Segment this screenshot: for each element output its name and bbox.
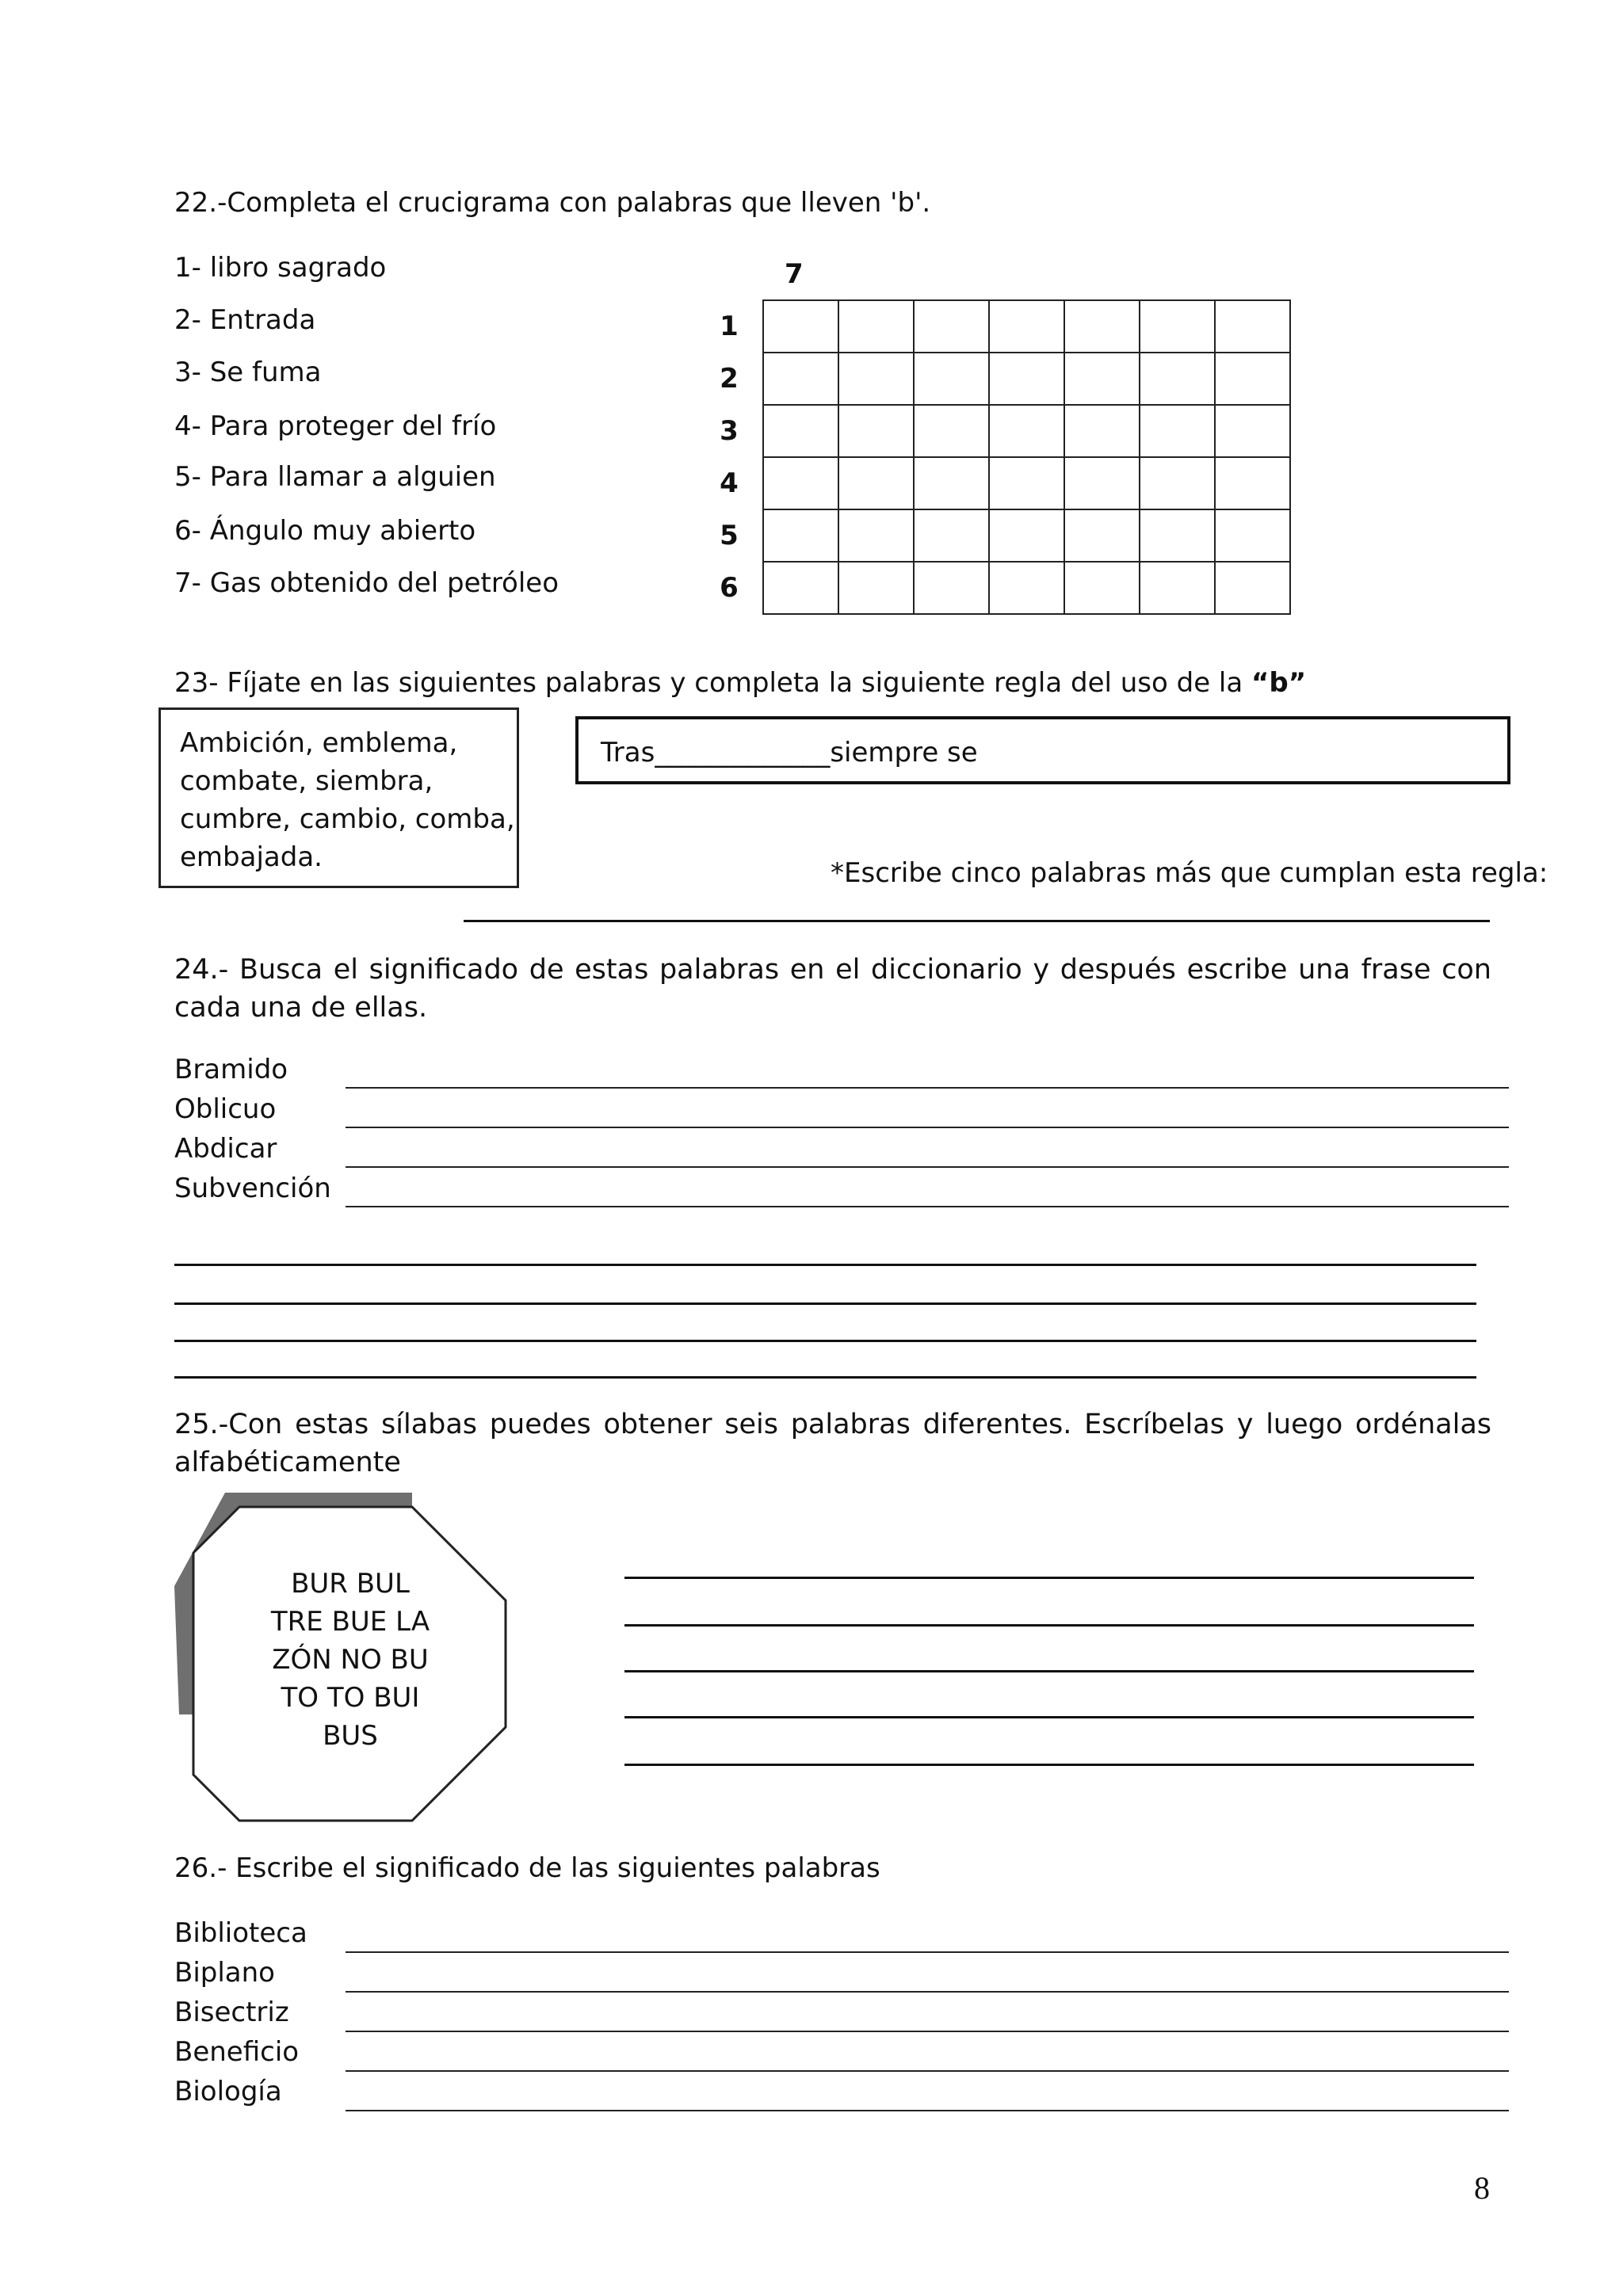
crossword-cell[interactable]: [839, 301, 915, 353]
example-words-box: [158, 707, 519, 888]
q23-title: [174, 667, 1306, 699]
crossword-row-number: 2: [720, 363, 739, 395]
crossword-cell[interactable]: [1140, 353, 1216, 406]
crossword-cell[interactable]: [764, 406, 839, 458]
syllable-line: TRE BUE LA: [270, 1606, 430, 1638]
crossword-cell[interactable]: [1140, 301, 1216, 353]
vocab-word: Oblicuo: [174, 1093, 277, 1125]
crossword-cell[interactable]: [1140, 563, 1216, 615]
crossword-cell[interactable]: [1216, 301, 1291, 353]
answer-line[interactable]: [346, 2031, 1509, 2032]
crossword-row-number: 4: [720, 467, 739, 499]
crossword-cell[interactable]: [1065, 406, 1140, 458]
clue-5: 5- Para llamar a alguien: [174, 461, 496, 493]
answer-line[interactable]: [346, 1991, 1509, 1993]
crossword-cell[interactable]: [990, 301, 1065, 353]
answer-line[interactable]: [624, 1764, 1474, 1766]
clue-6: 6- Ángulo muy abierto: [174, 515, 476, 547]
crossword-cell[interactable]: [839, 406, 915, 458]
q23-title-letter: “b”: [1251, 667, 1307, 699]
crossword-cell[interactable]: [764, 353, 839, 406]
clue-2: 2- Entrada: [174, 304, 316, 336]
vocab-word: Bisectriz: [174, 1997, 289, 2028]
vocab-word: Biblioteca: [174, 1917, 307, 1949]
syllable-line: BUR BUL: [291, 1568, 410, 1600]
crossword-cell[interactable]: [990, 458, 1065, 510]
answer-line[interactable]: [624, 1624, 1474, 1627]
crossword-cell[interactable]: [1140, 406, 1216, 458]
crossword-cell[interactable]: [839, 458, 915, 510]
rule-start: Tras: [601, 737, 655, 769]
answer-line[interactable]: [346, 1166, 1509, 1168]
answer-line[interactable]: [346, 1951, 1509, 1953]
clue-7: 7- Gas obtenido del petróleo: [174, 567, 559, 599]
sentence-line[interactable]: [174, 1340, 1476, 1342]
crossword-cell[interactable]: [839, 510, 915, 563]
crossword-cell[interactable]: [1065, 458, 1140, 510]
crossword-cell[interactable]: [1065, 563, 1140, 615]
crossword-grid: [762, 299, 1291, 615]
vocab-word: Biplano: [174, 1957, 275, 1989]
syllables-block: [216, 1565, 485, 1755]
answer-line[interactable]: [464, 920, 1490, 922]
example-words-line: Ambición, emblema,: [180, 727, 458, 759]
rule-text: [601, 737, 978, 769]
crossword-cell[interactable]: [1216, 458, 1291, 510]
crossword-cell[interactable]: [915, 510, 990, 563]
crossword-cell[interactable]: [915, 301, 990, 353]
crossword-cell[interactable]: [839, 563, 915, 615]
q23-instruction: *Escribe cinco palabras más que cumplan esta regla:: [831, 857, 1549, 889]
q24-title: 24.- Busca el significado de estas palabras en el diccionario y después escribe una frase con cada una de ellas.: [174, 954, 1491, 1024]
vocab-word: Bramido: [174, 1054, 288, 1085]
answer-line[interactable]: [624, 1716, 1474, 1718]
crossword-row-number: 3: [720, 415, 739, 447]
rule-end: siempre se: [830, 737, 978, 769]
q22-title: 22.-Completa el crucigrama con palabras que lleven 'b'.: [174, 187, 931, 219]
crossword-cell[interactable]: [915, 563, 990, 615]
example-words-line: combate, siembra,: [180, 765, 433, 797]
crossword-cell[interactable]: [1216, 353, 1291, 406]
answer-line[interactable]: [624, 1670, 1474, 1672]
answer-line[interactable]: [346, 2070, 1509, 2072]
clue-4: 4- Para proteger del frío: [174, 410, 497, 442]
crossword-row-number: 5: [720, 520, 739, 551]
vocab-word: Beneficio: [174, 2036, 300, 2068]
crossword-cell[interactable]: [839, 353, 915, 406]
sentence-line[interactable]: [174, 1264, 1476, 1266]
crossword-cell[interactable]: [1140, 458, 1216, 510]
rule-box: [575, 716, 1510, 784]
answer-line[interactable]: [346, 1087, 1509, 1089]
q26-title: 26.- Escribe el significado de las siguientes palabras: [174, 1852, 880, 1884]
vocab-word: Abdicar: [174, 1133, 277, 1165]
page-number: 8: [1474, 2170, 1490, 2206]
q25-title: 25.-Con estas sílabas puedes obtener seis palabras diferentes. Escríbelas y luego ordénalas alfabéticamente: [174, 1409, 1491, 1478]
answer-line[interactable]: [346, 2110, 1509, 2111]
crossword-cell[interactable]: [764, 458, 839, 510]
crossword-cell[interactable]: [1140, 510, 1216, 563]
example-words-line: cumbre, cambio, comba,: [180, 803, 515, 835]
crossword-cell[interactable]: [1065, 301, 1140, 353]
answer-line[interactable]: [346, 1127, 1509, 1128]
vocab-word: Biología: [174, 2076, 282, 2107]
crossword-cell[interactable]: [990, 353, 1065, 406]
crossword-cell[interactable]: [1065, 510, 1140, 563]
example-words-line: embajada.: [180, 841, 323, 873]
syllable-line: ZÓN NO BU: [272, 1644, 429, 1676]
crossword-cell[interactable]: [1216, 563, 1291, 615]
syllable-line: BUS: [323, 1720, 378, 1752]
crossword-cell[interactable]: [764, 563, 839, 615]
crossword-cell[interactable]: [915, 353, 990, 406]
crossword-column-number: 7: [785, 258, 804, 290]
answer-line[interactable]: [624, 1577, 1474, 1579]
crossword-row-number: 6: [720, 572, 739, 604]
clue-1: 1- libro sagrado: [174, 252, 387, 284]
crossword-cell[interactable]: [764, 301, 839, 353]
crossword-cell[interactable]: [915, 406, 990, 458]
crossword-cell[interactable]: [990, 510, 1065, 563]
crossword-cell[interactable]: [1065, 353, 1140, 406]
syllable-line: TO TO BUI: [281, 1682, 420, 1714]
crossword-row-number: 1: [720, 311, 739, 342]
crossword-cell[interactable]: [1216, 510, 1291, 563]
sentence-line[interactable]: [174, 1376, 1476, 1379]
crossword-cell[interactable]: [1216, 406, 1291, 458]
sentence-line[interactable]: [174, 1302, 1476, 1305]
rule-blank[interactable]: _____________: [655, 737, 831, 769]
crossword-cell[interactable]: [990, 563, 1065, 615]
crossword-cell[interactable]: [915, 458, 990, 510]
vocab-word: Subvención: [174, 1173, 331, 1204]
crossword-cell[interactable]: [990, 406, 1065, 458]
crossword-cell[interactable]: [764, 510, 839, 563]
q23-title-text: 23- Fíjate en las siguientes palabras y completa la siguiente regla del uso de la: [174, 667, 1243, 699]
answer-line[interactable]: [346, 1206, 1509, 1207]
clue-3: 3- Se fuma: [174, 357, 322, 388]
